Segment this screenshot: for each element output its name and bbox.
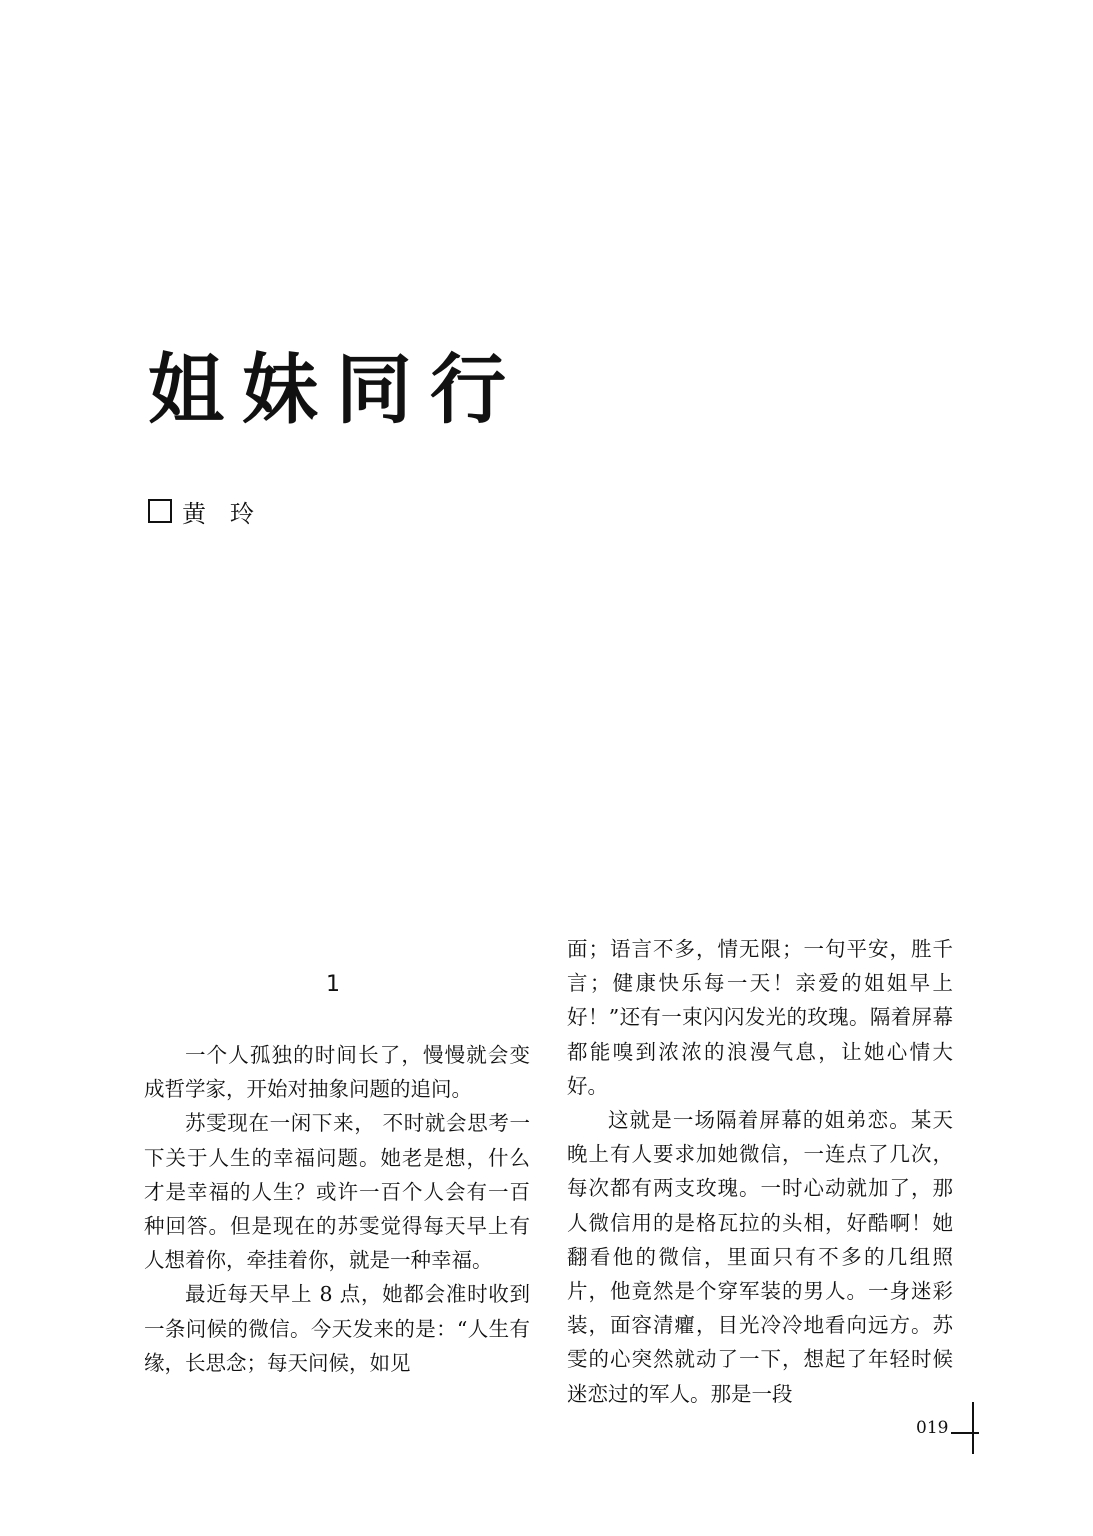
section-number: 1 [326,972,340,997]
paragraph: 最近每天早上 8 点，她都会准时收到一条问候的微信。今天发来的是：“人生有缘，长思念；每天问候，如见 [144,1282,530,1375]
folio-vertical-rule [972,1402,974,1454]
text-column-right [567,932,953,1411]
author-line [148,497,278,528]
paragraph: 苏雯现在一闲下来， 不时就会思考一下关于人生的幸福问题。她老是想，什么才是幸福的人生？或许一百个人会有一百种回答。但是现在的苏雯觉得每天早上有人想着你，牵挂着你，就是一种幸福。 [144,1111,530,1273]
page-number: 019 [916,1418,949,1438]
paragraph-continued: 面；语言不多，情无限；一句平安，胜千言；健康快乐每一天！亲爱的姐姐早上好！”还有一束闪闪发光的玫瑰。隔着屏幕都能嗅到浓浓的浪漫气息，让她心情大好。 [567,937,953,1098]
square-box-icon [148,499,172,523]
paragraph: 一个人孤独的时间长了，慢慢就会变成哲学家，开始对抽象问题的追问。 [144,1043,530,1102]
text-column-left [144,1038,530,1380]
article-title: 姐妹同行 [148,345,524,434]
paragraph: 这就是一场隔着屏幕的姐弟恋。某天晚上有人要求加她微信，一连点了几次，每次都有两支玫瑰。一时心动就加了，那人微信用的是格瓦拉的头相，好酷啊！她翻看他的微信，里面只有不多的几组照片，他竟然是个穿军装的男人。一身迷彩装，面容清癯，目光冷冷地看向远方。苏雯的心突然就动了一下，想起了年轻时候迷恋过的军人。那是一段 [567,1108,953,1406]
folio-horizontal-rule [951,1432,979,1434]
author-name: 黄玲 [182,499,278,528]
